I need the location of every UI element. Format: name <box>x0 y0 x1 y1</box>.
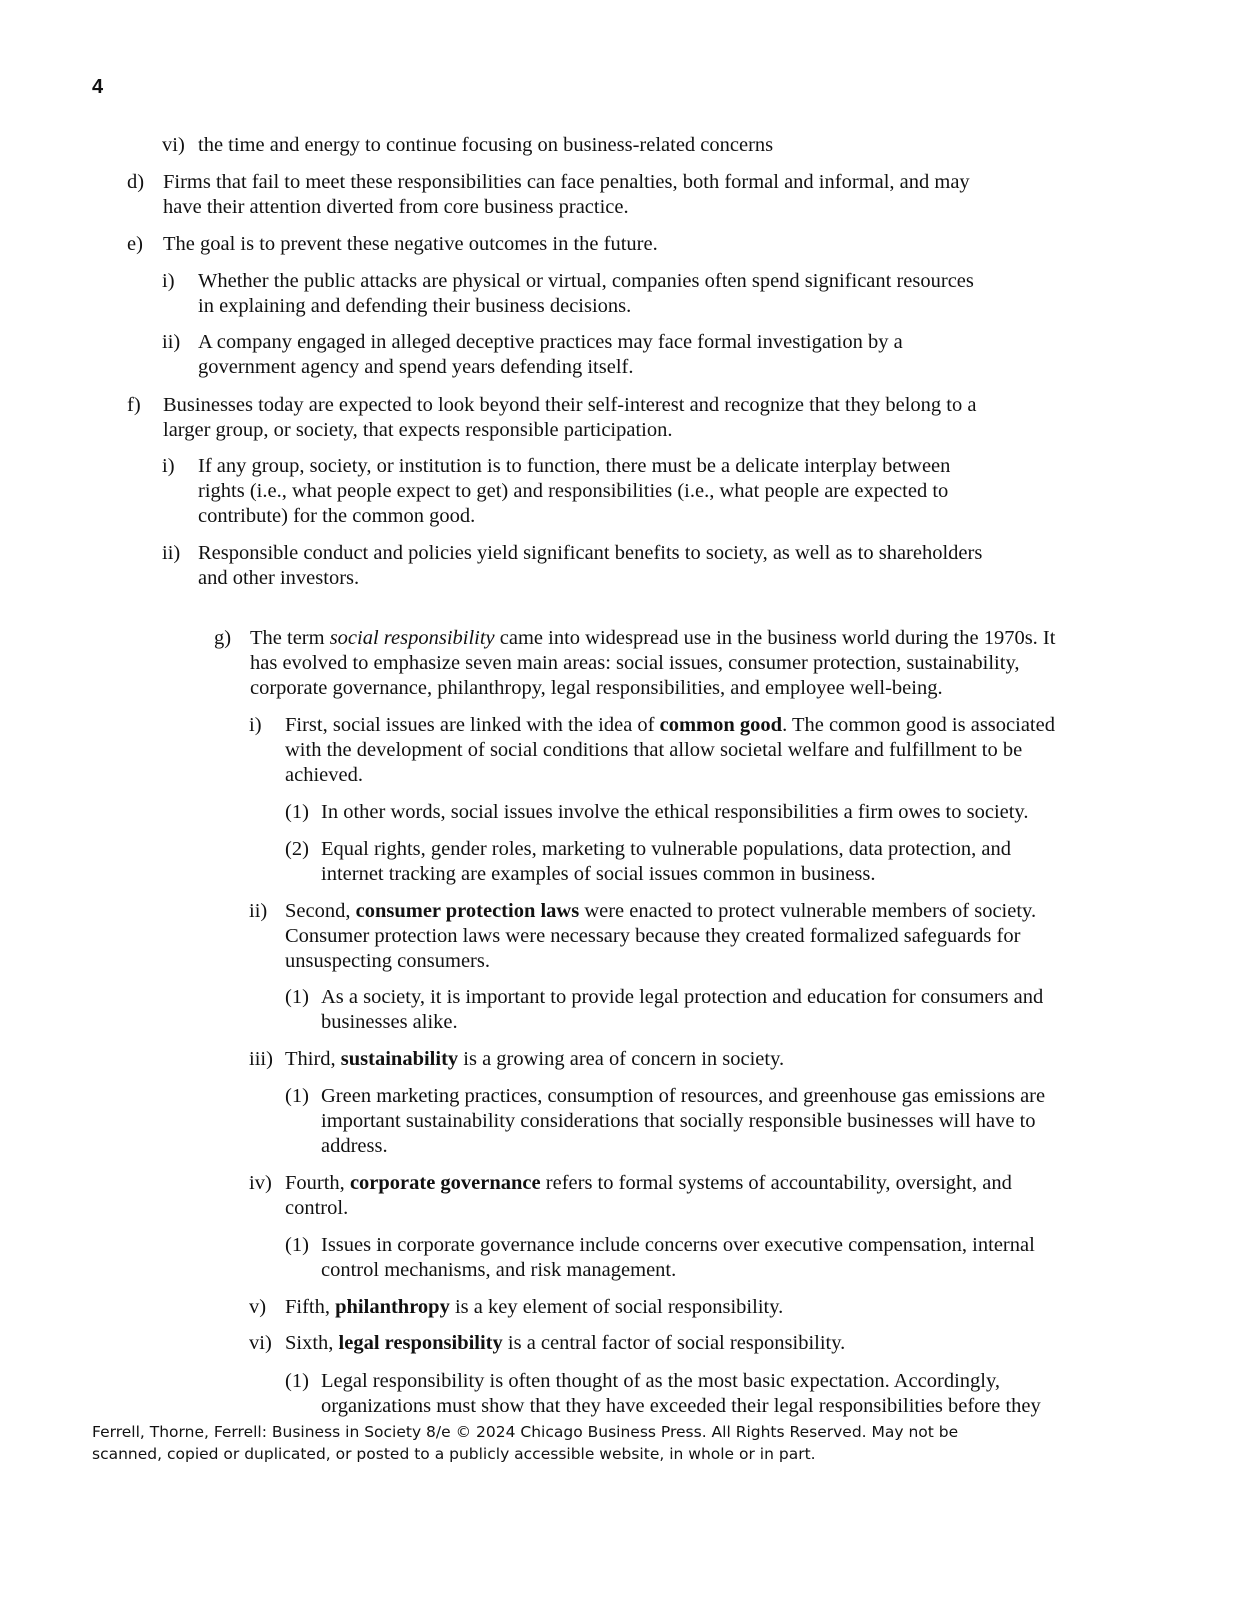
copyright-footer <box>92 1421 958 1465</box>
key-term: sustainability <box>340 1048 459 1070</box>
item-text-line: unsuspecting consumers. <box>285 950 490 972</box>
text-run: were enacted to protect vulnerable members of society. <box>579 900 1037 922</box>
item-text-line: with the development of social conditions that allow societal welfare and fulfillment to be <box>285 739 1023 761</box>
outline-item-f-i <box>162 454 951 529</box>
item-text-line: A company engaged in alleged deceptive practices may face formal investigation by a <box>198 331 903 353</box>
emphasized-term: social responsibility <box>329 627 495 649</box>
item-text-line: internet tracking are examples of social issues common in business. <box>321 863 876 885</box>
item-marker: f) <box>127 394 141 416</box>
item-text-line: contribute) for the common good. <box>198 505 476 527</box>
item-text-line: organizations must show that they have exceeded their legal responsibilities before they <box>321 1395 1041 1417</box>
item-marker: e) <box>127 233 143 255</box>
item-marker: (1) <box>285 1085 309 1107</box>
outline-item-g-ii-1 <box>285 985 1044 1035</box>
item-text-line <box>250 626 1055 651</box>
item-marker: g) <box>214 627 232 649</box>
item-text-line <box>285 1047 784 1072</box>
outline-item-g-v <box>249 1295 784 1320</box>
item-marker: iv) <box>249 1172 272 1194</box>
item-text-line <box>285 1331 845 1356</box>
text-run: Second, <box>285 900 356 922</box>
item-marker: iii) <box>249 1048 273 1070</box>
text-run: Third, <box>285 1048 341 1070</box>
item-text-line: important sustainability considerations that socially responsible businesses will have to <box>321 1110 1036 1132</box>
item-marker: (1) <box>285 1234 309 1256</box>
item-text-line <box>285 1171 1012 1196</box>
text-run: came into widespread use in the business world during the 1970s. It <box>494 627 1056 649</box>
outline-item-g <box>214 626 1056 701</box>
text-run: is a key element of social responsibility. <box>449 1296 784 1318</box>
outline-item-e <box>127 232 658 257</box>
item-text-line: Responsible conduct and policies yield significant benefits to society, as well as to shareholders <box>198 542 983 564</box>
text-run: is a growing area of concern in society. <box>458 1048 785 1070</box>
item-text-line: corporate governance, philanthropy, legal responsibilities, and employee well-being. <box>250 677 943 699</box>
item-text-line: Consumer protection laws were necessary because they created formalized safeguards for <box>285 925 1021 947</box>
item-text-line: Green marketing practices, consumption of resources, and greenhouse gas emissions are <box>321 1085 1046 1107</box>
outline-item-g-i-2 <box>285 837 1011 887</box>
item-text-line: government agency and spend years defending itself. <box>198 356 634 378</box>
item-text-line: businesses alike. <box>321 1011 458 1033</box>
item-text-line: address. <box>321 1135 388 1157</box>
item-text-line: control. <box>285 1197 349 1219</box>
outline-item-g-iv <box>249 1171 1012 1221</box>
item-text-line: in explaining and defending their business decisions. <box>198 295 632 317</box>
item-marker: (1) <box>285 801 309 823</box>
item-text-line: The goal is to prevent these negative outcomes in the future. <box>163 233 658 255</box>
key-term: corporate governance <box>349 1172 541 1194</box>
footer-line: scanned, copied or duplicated, or posted to a publicly accessible website, in whole or in part. <box>92 1445 816 1463</box>
outline-item-g-vi-1 <box>285 1369 1041 1419</box>
outline-item-g-ii <box>249 899 1037 974</box>
page-number: 4 <box>92 76 104 98</box>
item-text-line: achieved. <box>285 764 363 786</box>
item-marker: d) <box>127 171 145 193</box>
text-run: The term <box>250 627 330 649</box>
outline-item-f <box>127 393 977 443</box>
item-text-line: larger group, or society, that expects responsible participation. <box>163 419 673 441</box>
key-term: legal responsibility <box>338 1332 503 1354</box>
item-text-line: the time and energy to continue focusing on business-related concerns <box>198 134 774 156</box>
item-marker: (1) <box>285 1370 309 1392</box>
item-marker: vi) <box>162 134 185 156</box>
outline-item-f-ii <box>162 541 983 591</box>
item-marker: v) <box>249 1296 267 1318</box>
item-marker: ii) <box>162 331 181 353</box>
key-term: consumer protection laws <box>355 900 580 922</box>
item-text-line <box>285 713 1055 738</box>
item-text-line: Whether the public attacks are physical or virtual, companies often spend significant resources <box>198 270 974 292</box>
text-run: First, social issues are linked with the idea of <box>285 714 660 736</box>
item-marker: i) <box>162 455 175 477</box>
item-text-line: control mechanisms, and risk management. <box>321 1259 677 1281</box>
footer-line: Ferrell, Thorne, Ferrell: Business in Society 8/e © 2024 Chicago Business Press. All Rights Reserved. May not be <box>92 1423 959 1441</box>
item-text-line <box>285 1295 783 1320</box>
item-text-line <box>285 899 1036 924</box>
text-run: . The common good is associated <box>782 714 1055 736</box>
item-marker: i) <box>162 270 175 292</box>
item-marker: ii) <box>162 542 181 564</box>
item-text-line: If any group, society, or institution is to function, there must be a delicate interplay between <box>198 455 951 477</box>
item-text-line: and other investors. <box>198 567 360 589</box>
outline-item-e-i <box>162 269 974 319</box>
item-text-line: Issues in corporate governance include concerns over executive compensation, internal <box>321 1234 1035 1256</box>
text-run: is a central factor of social responsibility. <box>502 1332 846 1354</box>
item-marker: (1) <box>285 986 309 1008</box>
outline-item-e-ii <box>162 330 903 380</box>
key-term: common good <box>659 714 783 736</box>
text-run: Sixth, <box>285 1332 339 1354</box>
text-run: refers to formal systems of accountability, oversight, and <box>540 1172 1012 1194</box>
item-text-line: As a society, it is important to provide legal protection and education for consumers and <box>321 986 1044 1008</box>
text-run: Fourth, <box>285 1172 350 1194</box>
item-text-line: rights (i.e., what people expect to get) and responsibilities (i.e., what people are expected to <box>198 480 949 502</box>
outline-item-g-i-1 <box>285 800 1029 825</box>
item-text-line: Equal rights, gender roles, marketing to vulnerable populations, data protection, and <box>321 838 1011 860</box>
item-text-line: In other words, social issues involve the ethical responsibilities a firm owes to society. <box>321 801 1029 823</box>
item-text-line: has evolved to emphasize seven main areas: social issues, consumer protection, sustainability, <box>250 652 1020 674</box>
item-marker: i) <box>249 714 262 736</box>
item-text-line: Firms that fail to meet these responsibilities can face penalties, both formal and informal, and may <box>163 171 970 193</box>
text-run: Fifth, <box>285 1296 336 1318</box>
item-marker: ii) <box>249 900 268 922</box>
key-term: philanthropy <box>335 1296 450 1318</box>
item-text-line: Businesses today are expected to look beyond their self-interest and recognize that they belong to a <box>163 394 977 416</box>
item-marker: vi) <box>249 1332 272 1354</box>
outline-item-g-iv-1 <box>285 1233 1035 1283</box>
outline-item-g-iii-1 <box>285 1084 1046 1159</box>
outline-item-g-i <box>249 713 1055 788</box>
item-marker: (2) <box>285 838 309 860</box>
item-text-line: Legal responsibility is often thought of as the most basic expectation. Accordingly, <box>321 1370 1001 1392</box>
outline-item-d <box>127 170 970 220</box>
outline-item-g-iii <box>249 1047 785 1072</box>
item-text-line: have their attention diverted from core business practice. <box>163 196 629 218</box>
outline-item-vi-top <box>162 133 774 158</box>
outline-item-g-vi <box>249 1331 846 1356</box>
